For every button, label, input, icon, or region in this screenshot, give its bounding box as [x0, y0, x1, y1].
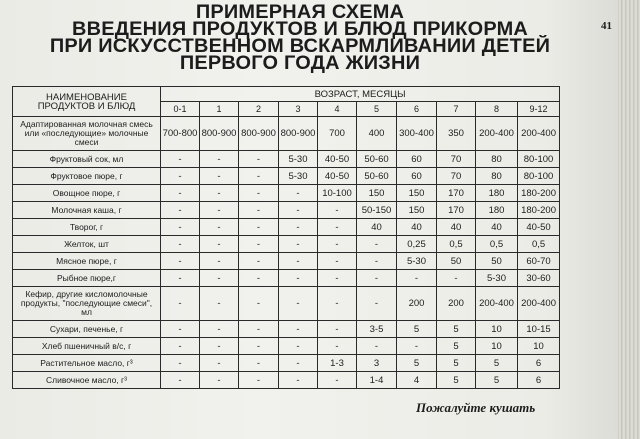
amount-cell: - [239, 338, 279, 355]
amount-cell: 70 [437, 151, 476, 168]
amount-cell: 300-400 [397, 117, 437, 151]
product-name-cell: Желток, шт [13, 236, 161, 253]
amount-cell: 150 [397, 202, 437, 219]
amount-cell: - [357, 253, 397, 270]
age-header-cell: 5 [357, 102, 397, 117]
amount-cell: 5 [437, 372, 476, 389]
amount-cell: - [200, 236, 239, 253]
amount-cell: - [200, 151, 239, 168]
age-header-cell: 3 [279, 102, 318, 117]
amount-cell: - [397, 270, 437, 287]
title-line: ПРИМЕРНАЯ СХЕМА [195, 2, 405, 23]
amount-cell: 10-100 [318, 185, 357, 202]
amount-cell: - [200, 270, 239, 287]
amount-cell: 200-400 [476, 287, 518, 321]
amount-cell: - [397, 338, 437, 355]
amount-cell: - [239, 321, 279, 338]
amount-cell: 6 [518, 355, 560, 372]
amount-cell: - [318, 287, 357, 321]
amount-cell: 700-800 [161, 117, 200, 151]
amount-cell: 40 [437, 219, 476, 236]
table-row [13, 236, 560, 253]
amount-cell: - [161, 202, 200, 219]
amount-cell: - [200, 321, 239, 338]
amount-cell: - [161, 151, 200, 168]
table-row [13, 151, 560, 168]
amount-cell: - [161, 287, 200, 321]
product-name-cell: Кефир, другие кисломолочные продукты, "последующие смеси", мл [13, 287, 161, 321]
amount-cell: 80-100 [518, 151, 560, 168]
amount-cell: - [161, 338, 200, 355]
amount-cell: 0,5 [437, 236, 476, 253]
amount-cell: - [239, 355, 279, 372]
amount-cell: 200-400 [518, 287, 560, 321]
amount-cell: - [239, 151, 279, 168]
amount-cell: 3 [357, 355, 397, 372]
amount-cell: 70 [437, 168, 476, 185]
column-header-age: ВОЗРАСТ, МЕСЯЦЫ [161, 87, 560, 102]
amount-cell: - [279, 236, 318, 253]
amount-cell: 80-100 [518, 168, 560, 185]
amount-cell: - [161, 355, 200, 372]
amount-cell: - [279, 219, 318, 236]
amount-cell: - [357, 287, 397, 321]
amount-cell: - [161, 253, 200, 270]
amount-cell: 80 [476, 151, 518, 168]
footer-caption: Пожалуйте кушать [416, 400, 536, 415]
amount-cell: 180 [476, 202, 518, 219]
amount-cell: 5 [476, 372, 518, 389]
page-title [40, 4, 560, 72]
amount-cell: 150 [357, 185, 397, 202]
amount-cell: 40-50 [518, 219, 560, 236]
amount-cell: 200 [437, 287, 476, 321]
amount-cell: 200-400 [476, 117, 518, 151]
product-name-cell: Фруктовое пюре, г [13, 168, 161, 185]
amount-cell: 4 [397, 372, 437, 389]
age-header-cell: 7 [437, 102, 476, 117]
amount-cell: - [437, 270, 476, 287]
product-name-cell: Сливочное масло, г³ [13, 372, 161, 389]
book-spine [618, 0, 640, 439]
amount-cell: - [239, 236, 279, 253]
amount-cell: - [200, 185, 239, 202]
table-row [13, 321, 560, 338]
amount-cell: - [239, 270, 279, 287]
age-header-cell: 0-1 [161, 102, 200, 117]
amount-cell: 60 [397, 151, 437, 168]
age-header-cell: 2 [239, 102, 279, 117]
amount-cell: 200 [397, 287, 437, 321]
amount-cell: - [161, 219, 200, 236]
amount-cell: - [318, 219, 357, 236]
amount-cell: - [200, 338, 239, 355]
amount-cell: - [161, 168, 200, 185]
amount-cell: 10-15 [518, 321, 560, 338]
amount-cell: - [318, 202, 357, 219]
amount-cell: 350 [437, 117, 476, 151]
amount-cell: - [279, 202, 318, 219]
amount-cell: 40-50 [318, 151, 357, 168]
product-name-cell: Фруктовый сок, мл [13, 151, 161, 168]
amount-cell: 3-5 [357, 321, 397, 338]
amount-cell: 5 [437, 338, 476, 355]
amount-cell: - [200, 355, 239, 372]
amount-cell: 1-4 [357, 372, 397, 389]
amount-cell: 5 [476, 355, 518, 372]
amount-cell: 800-900 [200, 117, 239, 151]
amount-cell: - [161, 185, 200, 202]
amount-cell: 700 [318, 117, 357, 151]
age-header-cell: 4 [318, 102, 357, 117]
header-row [13, 87, 560, 102]
amount-cell: 5 [397, 355, 437, 372]
amount-cell: - [200, 253, 239, 270]
amount-cell: - [279, 321, 318, 338]
amount-cell: - [239, 202, 279, 219]
amount-cell: - [357, 338, 397, 355]
amount-cell: 5-30 [397, 253, 437, 270]
amount-cell: - [318, 372, 357, 389]
amount-cell: 80 [476, 168, 518, 185]
table-row [13, 270, 560, 287]
product-name-cell: Рыбное пюре,г [13, 270, 161, 287]
amount-cell: - [200, 219, 239, 236]
amount-cell: - [357, 236, 397, 253]
amount-cell: - [239, 185, 279, 202]
title-line: ПЕРВОГО ГОДА ЖИЗНИ [179, 53, 421, 74]
amount-cell: - [239, 287, 279, 321]
product-name-cell: Растительное масло, г³ [13, 355, 161, 372]
table-row [13, 168, 560, 185]
amount-cell: 0,5 [476, 236, 518, 253]
amount-cell: 50-60 [357, 168, 397, 185]
amount-cell: - [279, 338, 318, 355]
amount-cell: - [161, 270, 200, 287]
table-row [13, 253, 560, 270]
table-row [13, 219, 560, 236]
amount-cell: 180 [476, 185, 518, 202]
amount-cell: 170 [437, 185, 476, 202]
amount-cell: 800-900 [239, 117, 279, 151]
product-name-cell: Творог, г [13, 219, 161, 236]
table-row [13, 185, 560, 202]
age-header-cell: 9-12 [518, 102, 560, 117]
table-body [13, 117, 560, 389]
amount-cell: 5-30 [476, 270, 518, 287]
amount-cell: - [200, 168, 239, 185]
amount-cell: 50-60 [357, 151, 397, 168]
amount-cell: 50 [437, 253, 476, 270]
amount-cell: 40 [357, 219, 397, 236]
amount-cell: - [200, 202, 239, 219]
amount-cell: - [200, 287, 239, 321]
age-header-cell: 6 [397, 102, 437, 117]
amount-cell: - [318, 236, 357, 253]
table-row [13, 202, 560, 219]
amount-cell: - [357, 270, 397, 287]
amount-cell: 40 [476, 219, 518, 236]
product-name-cell: Овощное пюре, г [13, 185, 161, 202]
amount-cell: - [161, 321, 200, 338]
amount-cell: - [161, 236, 200, 253]
amount-cell: 400 [357, 117, 397, 151]
amount-cell: 180-200 [518, 202, 560, 219]
amount-cell: 60-70 [518, 253, 560, 270]
amount-cell: 5 [437, 321, 476, 338]
amount-cell: 5-30 [279, 151, 318, 168]
amount-cell: - [239, 253, 279, 270]
amount-cell: - [318, 338, 357, 355]
table-row [13, 355, 560, 372]
amount-cell: - [279, 253, 318, 270]
amount-cell: 170 [437, 202, 476, 219]
product-name-cell: Мясное пюре, г [13, 253, 161, 270]
amount-cell: 40 [397, 219, 437, 236]
amount-cell: 10 [518, 338, 560, 355]
amount-cell: - [161, 372, 200, 389]
amount-cell: 150 [397, 185, 437, 202]
table-row [13, 117, 560, 151]
amount-cell: 0,5 [518, 236, 560, 253]
amount-cell: - [318, 321, 357, 338]
product-name-cell: Адаптированная молочная смесь или «последующие» молочные смеси [13, 117, 161, 151]
amount-cell: - [279, 287, 318, 321]
amount-cell: - [239, 168, 279, 185]
age-header-cell: 8 [476, 102, 518, 117]
product-name-cell: Сухари, печенье, г [13, 321, 161, 338]
feeding-schedule-table [12, 86, 560, 389]
amount-cell: 6 [518, 372, 560, 389]
amount-cell: - [318, 270, 357, 287]
amount-cell: - [200, 372, 239, 389]
amount-cell: - [318, 253, 357, 270]
amount-cell: 1-3 [318, 355, 357, 372]
amount-cell: 60 [397, 168, 437, 185]
page-number: 41 [601, 20, 612, 32]
amount-cell: - [279, 355, 318, 372]
title-line: ВВЕДЕНИЯ ПРОДУКТОВ И БЛЮД ПРИКОРМА [71, 19, 529, 40]
amount-cell: 200-400 [518, 117, 560, 151]
age-header-cell: 1 [200, 102, 239, 117]
amount-cell: 180-200 [518, 185, 560, 202]
amount-cell: - [239, 219, 279, 236]
column-header-name: НАИМЕНОВАНИЕ ПРОДУКТОВ И БЛЮД [13, 87, 161, 117]
table-row [13, 338, 560, 355]
amount-cell: 50 [476, 253, 518, 270]
amount-cell: 5 [437, 355, 476, 372]
amount-cell: 0,25 [397, 236, 437, 253]
amount-cell: 40-50 [318, 168, 357, 185]
amount-cell: 10 [476, 338, 518, 355]
amount-cell: 50-150 [357, 202, 397, 219]
product-name-cell: Хлеб пшеничный в/с, г [13, 338, 161, 355]
amount-cell: - [279, 270, 318, 287]
amount-cell: 800-900 [279, 117, 318, 151]
amount-cell: - [279, 185, 318, 202]
amount-cell: 10 [476, 321, 518, 338]
product-name-cell: Молочная каша, г [13, 202, 161, 219]
amount-cell: 30-60 [518, 270, 560, 287]
amount-cell: - [279, 372, 318, 389]
title-line: ПРИ ИСКУССТВЕННОМ ВСКАРМЛИВАНИИ ДЕТЕЙ [49, 36, 551, 57]
table-row [13, 372, 560, 389]
amount-cell: 5 [397, 321, 437, 338]
table-row [13, 287, 560, 321]
amount-cell: - [239, 372, 279, 389]
amount-cell: 5-30 [279, 168, 318, 185]
